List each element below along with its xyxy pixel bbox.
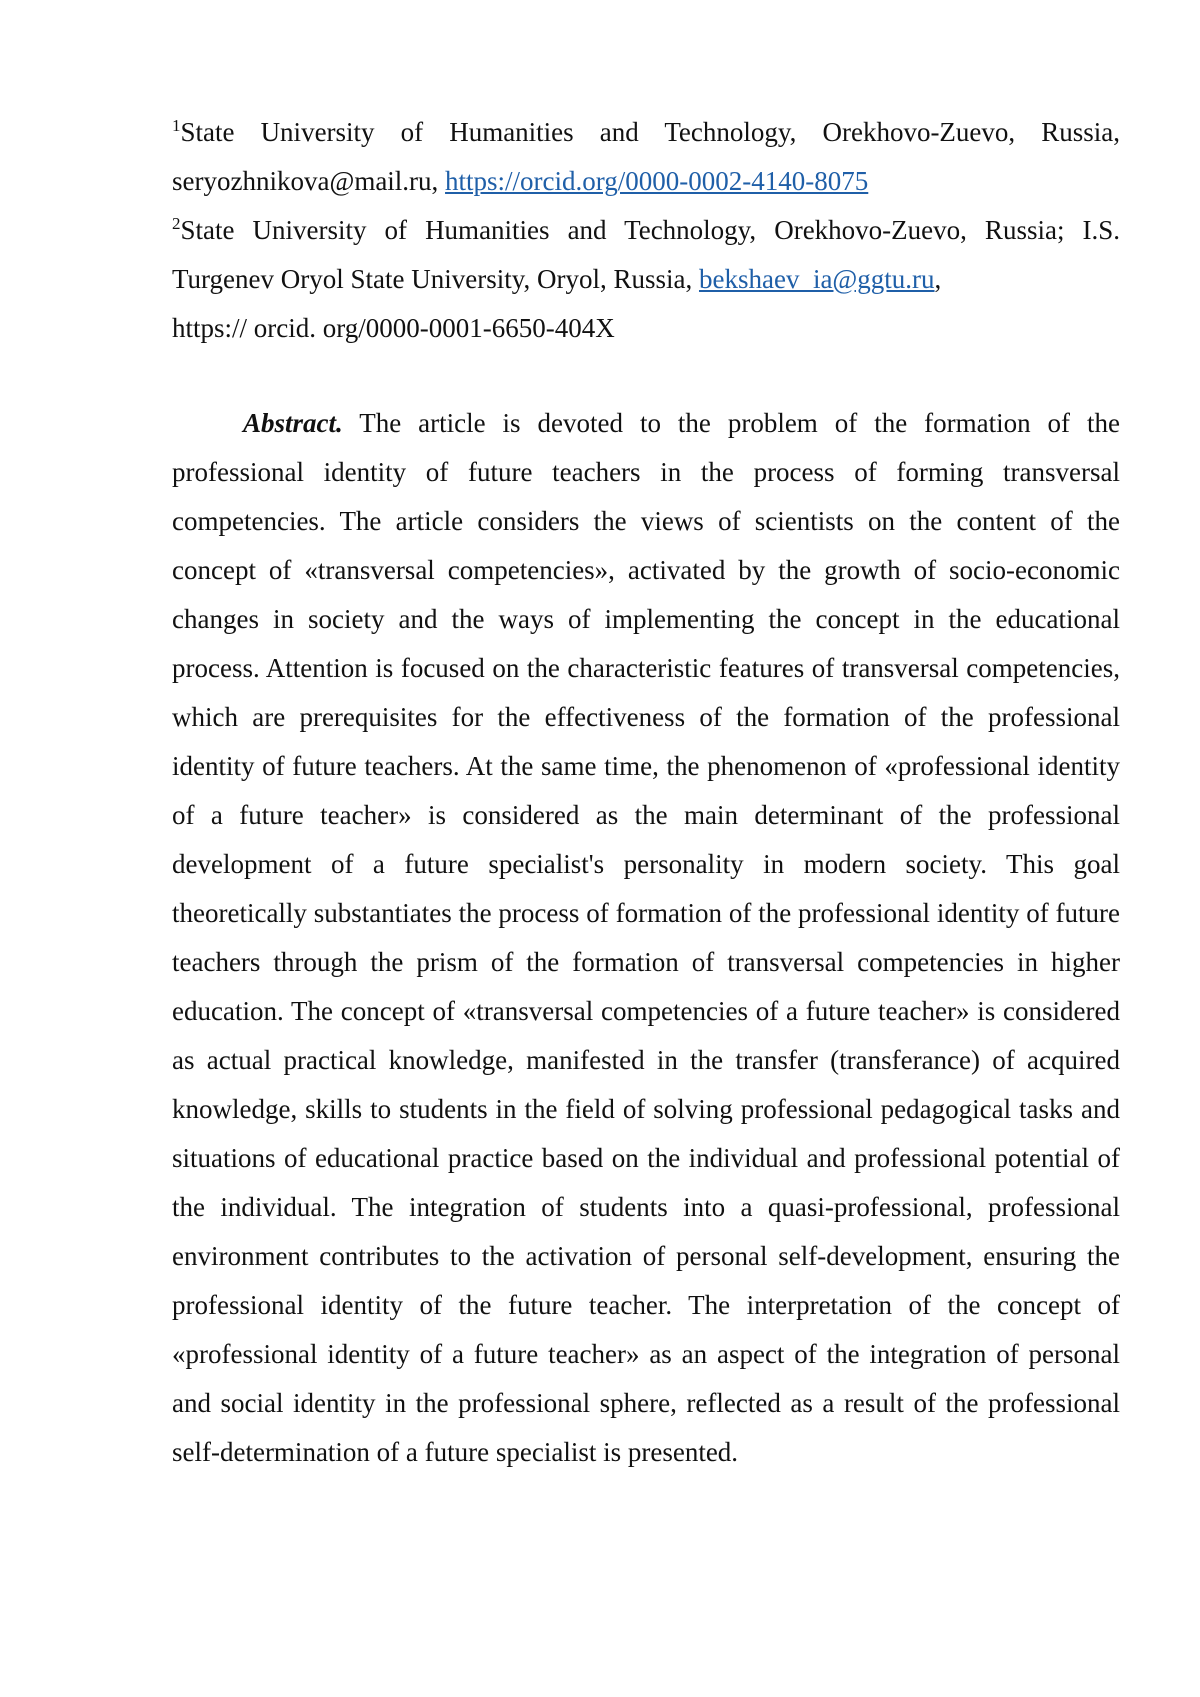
affiliation-1-text: State University of Humanities and Technology, Orekhovo-Zuevo, Russia, seryozhnikova@mail.ru, xyxy=(172,117,1120,196)
affiliation-2-marker: 2 xyxy=(172,214,181,233)
abstract-paragraph xyxy=(172,399,1120,1477)
orcid-link-1[interactable]: https://orcid.org/0000-0002-4140-8075 xyxy=(445,166,869,196)
abstract-label: Abstract. xyxy=(243,408,343,438)
affiliation-1 xyxy=(172,108,1120,206)
orcid-text-2: https:// orcid. org/0000-0001-6650-404X xyxy=(172,313,615,343)
affiliation-2 xyxy=(172,206,1120,304)
affiliation-2-text: State University of Humanities and Technology, Orekhovo-Zuevo, Russia; I.S. Turgenev Oryol State University, Oryol, Russia, xyxy=(172,215,1120,294)
email-link-2[interactable]: bekshaev_ia@ggtu.ru xyxy=(698,264,935,294)
affiliation-2-comma: , xyxy=(934,264,942,294)
affiliation-1-marker: 1 xyxy=(172,116,181,135)
document-page xyxy=(172,108,1120,1504)
abstract-text: The article is devoted to the problem of the formation of the professional identity of future teachers in the process of forming transversal competencies. The article considers the views of scientists on the content of the concept of «transversal competencies», activated by the growth of socio-economic changes in society and the ways of implementing the concept in the educational process. Attention is focused on the characteristic features of transversal competencies, which are prerequisites for the effectiveness of the formation of the professional identity of future teachers. At the same time, the phenomenon of «professional identity of a future teacher» is considered as the main determinant of the professional development of a future specialist's personality in modern society. This goal theoretically substantiates the process of formation of the professional identity of future teachers through the prism of the formation of transversal competencies in higher education. The concept of «transversal competencies of a future teacher» is considered as actual practical knowledge, manifested in the transfer (transferance) of acquired knowledge, skills to students in the field of solving professional pedagogical tasks and situations of educational practice based on the individual and professional potential of the individual. The integration of students into a quasi-professional, professional environment contributes to the activation of personal self-development, ensuring the professional identity of the future teacher. The interpretation of the concept of «professional identity of a future teacher» as an aspect of the integration of personal and social identity in the professional sphere, reflected as a result of the professional self-determination of a future specialist is presented. xyxy=(172,408,1120,1467)
